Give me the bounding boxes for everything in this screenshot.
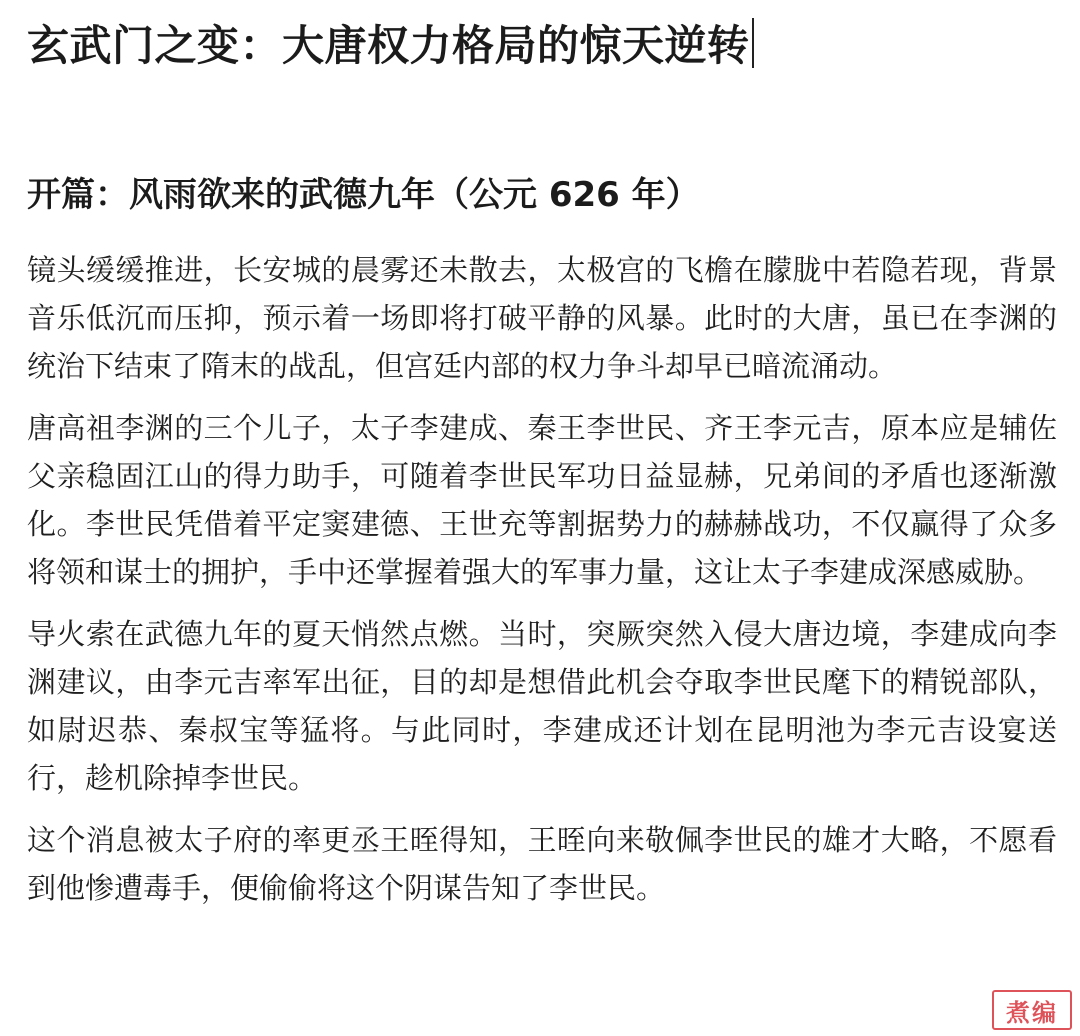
text-cursor (752, 18, 754, 68)
paragraph-2: 唐高祖李渊的三个儿子，太子李建成、秦王李世民、齐王李元吉，原本应是辅佐父亲稳固江山的得力助手，可随着李世民军功日益显赫，兄弟间的矛盾也逐渐激化。李世民凭借着平定窦建德、王世充等割据势力的赫赫战功，不仅赢得了众多将领和谋士的拥护，手中还掌握着强大的军事力量，这让太子李建成深感威胁。 (27, 411, 1057, 589)
article (27, 0, 1057, 912)
paragraph-3: 导火索在武德九年的夏天悄然点燃。当时，突厥突然入侵大唐边境，李建成向李渊建议，由李元吉率军出征，目的却是想借此机会夺取李世民麾下的精锐部队，如尉迟恭、秦叔宝等猛将。与此同时，李建成还计划在昆明池为李元吉设宴送行，趁机除掉李世民。 (27, 617, 1057, 795)
paragraph-4: 这个消息被太子府的率更丞王晊得知，王晊向来敬佩李世民的雄才大略，不愿看到他惨遭毒手，便偷偷将这个阴谋告知了李世民。 (27, 823, 1057, 905)
watermark-seal (992, 990, 1072, 1030)
paragraph-1: 镜头缓缓推进，长安城的晨雾还未散去，太极宫的飞檐在朦胧中若隐若现，背景音乐低沉而压抑，预示着一场即将打破平静的风暴。此时的大唐，虽已在李渊的统治下结束了隋末的战乱，但宫廷内部的权力争斗却早已暗流涌动。 (27, 253, 1057, 383)
watermark-seal-text: 煮编 (1006, 997, 1058, 1027)
section-heading: 开篇：风雨欲来的武德九年（公元 626 年） (27, 175, 700, 215)
article-title-text: 玄武门之变：大唐权力格局的惊天逆转 (27, 21, 750, 70)
article-title (27, 18, 1057, 74)
